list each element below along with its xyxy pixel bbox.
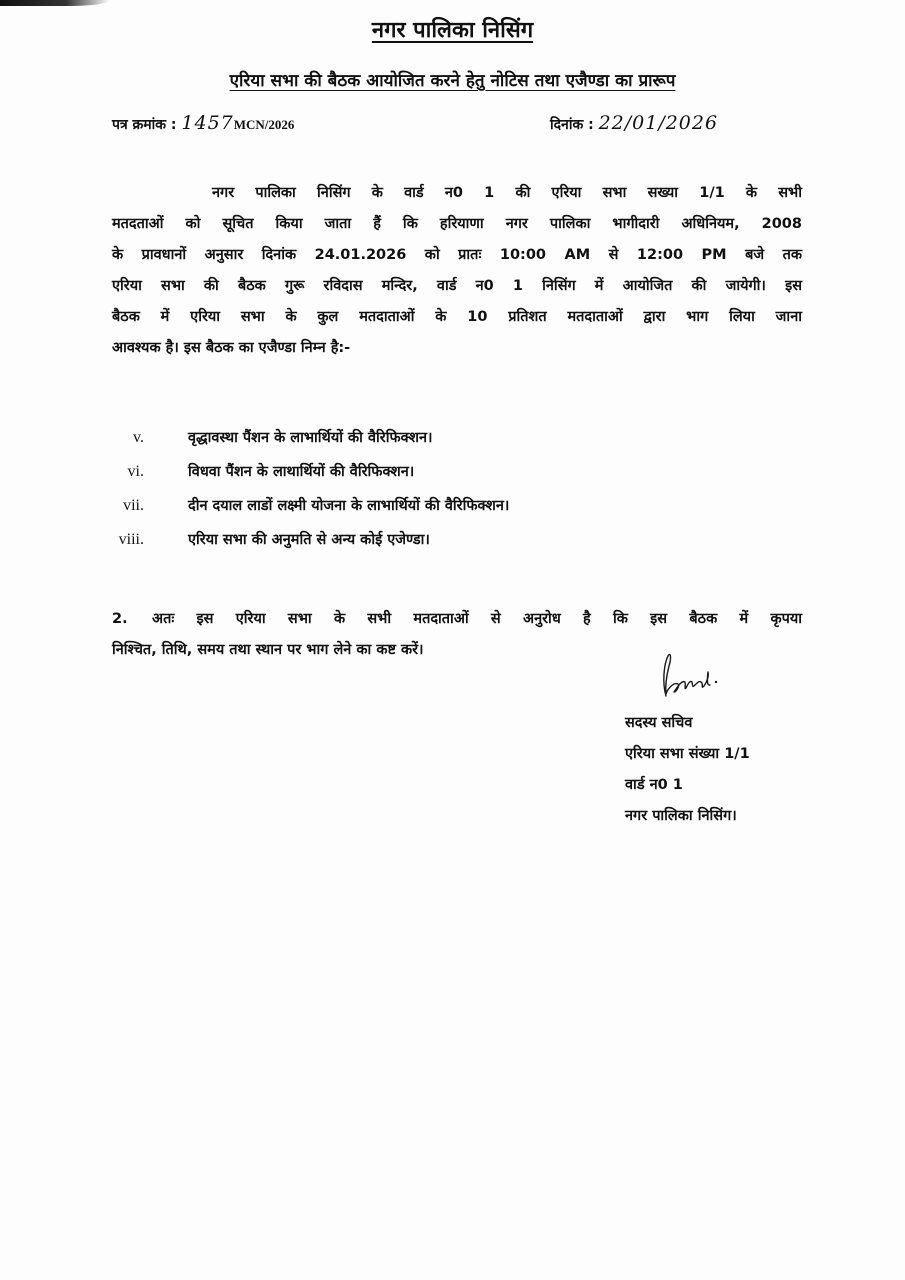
signatory-office: नगर पालिका निसिंग। xyxy=(625,808,737,824)
paragraph-line: के प्रावधानों अनुसार दिनांक 24.01.2026 को प्रातः 10:00 AM से 12:00 PM बजे तक xyxy=(112,247,802,263)
signatory-designation: सदस्य सचिव xyxy=(625,715,693,731)
agenda-number: vii. xyxy=(123,497,144,514)
subtitle-text: एरिया सभा की बैठक आयोजित करने हेतु नोटिस तथा एजैण्डा का प्रारूप xyxy=(229,71,676,91)
agenda-number: viii. xyxy=(118,531,144,548)
agenda-text: वृद्धावस्था पैंशन के लाभार्थियों की वैरिफिक्शन। xyxy=(188,430,433,446)
scan-edge-shadow xyxy=(0,0,110,6)
paragraph-line: एरिया सभा की बैठक गुरू रविदास मन्दिर, वार्ड न0 1 निसिंग में आयोजित की जायेगी। इस xyxy=(112,278,802,294)
paragraph-text: अतः इस एरिया सभा के सभी मतदाताओं से अनुरोध है कि इस बैठक में कृपया xyxy=(152,611,802,627)
paragraph-line: नगर पालिका निसिंग के वार्ड न0 1 की एरिया सभा सख्या 1/1 के सभी xyxy=(212,185,802,201)
agenda-text: एरिया सभा की अनुमति से अन्य कोई एजेण्डा। xyxy=(188,532,430,548)
date-label: दिनांक : xyxy=(550,117,594,133)
document-subtitle xyxy=(0,68,905,94)
letter-number-handwritten: 1457 xyxy=(181,112,234,134)
agenda-text: दीन दयाल लाडों लक्ष्मी योजना के लाभार्थियों की वैरिफिक्शन। xyxy=(188,498,510,514)
paragraph-number: 2. xyxy=(112,611,128,627)
document-title xyxy=(0,16,905,46)
agenda-number: vi. xyxy=(127,463,144,480)
signatory-ward: वार्ड न0 1 xyxy=(625,777,683,793)
agenda-item xyxy=(112,458,762,492)
paragraph-line: आवश्यक है। इस बैठक का एजैण्डा निम्न है:- xyxy=(112,340,351,356)
letter-number xyxy=(112,112,294,134)
agenda-number: v. xyxy=(133,429,144,446)
agenda-item xyxy=(112,492,762,526)
letter-number-suffix: MCN/2026 xyxy=(233,117,295,132)
date-handwritten: 22/01/2026 xyxy=(598,112,719,134)
agenda-list xyxy=(112,424,762,560)
letter-date xyxy=(550,112,718,134)
signatory-block xyxy=(625,708,750,832)
signature-icon xyxy=(652,652,762,702)
paragraph-line xyxy=(112,604,802,635)
agenda-item xyxy=(112,424,762,458)
title-text: नगर पालिका निसिंग xyxy=(371,18,534,43)
reference-row xyxy=(112,108,752,134)
agenda-item xyxy=(112,526,762,560)
letter-number-label: पत्र क्रमांक : xyxy=(112,117,177,133)
signatory-area-sabha: एरिया सभा संख्या 1/1 xyxy=(625,746,750,762)
paragraph-line: मतदताओं को सूचित किया जाता हैं कि हरियाणा नगर पालिका भागीदारी अधिनियम, 2008 xyxy=(112,216,802,232)
paragraph-line: निश्चित, तिथि, समय तथा स्थान पर भाग लेने का कष्ट करें। xyxy=(112,642,424,658)
notice-paragraph xyxy=(112,178,802,364)
paragraph-line: बैठक में एरिया सभा के कुल मतदाताओं के 10 प्रतिशत मतदाताओं द्वारा भाग लिया जाना xyxy=(112,309,802,325)
agenda-text: विधवा पैंशन के लाथार्थियों की वैरिफिक्शन। xyxy=(188,464,415,480)
